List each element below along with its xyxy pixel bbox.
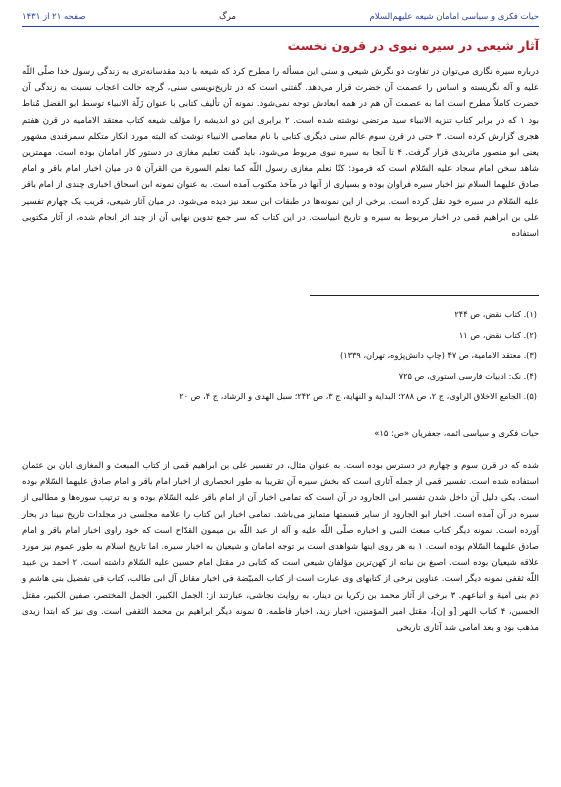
body-paragraph-2: شده که در قرن سوم و چهارم در دسترس بوده است. به عنوان مثال، در تفسیر علی بن ابراهیم قمی از کتاب المبعث و المغازی ابان بن عثمان استفاده شده است. تفسیر قمی از جمله آثاری است که بخش سیره آن تقریبا به طور انحصاری از اخبار امام باقر و امام صادق علیهما السّلام بوده است. یکی دلیل آن داخل شدن تفسیر ابی الجارود در آن است که تمامی اخبار آن از امام باقر علیه السّلام بوده و به ترتیب سوره‌ها و مطالبی از سیره در آن آمده است. اخبار ابو الجارود از سایر قسمتها متمایز می‌باشد. تمامی اخبار این کتاب را علامه مجلسی در مجلدات تاریخ نبینا در بحار آورده است. نمونه دیگر کتاب مبعث النبی و اخباره صلّی اللّه علیه و آله از عبد اللّه بن میمون القدّاح است که خود راوی اخبار امام باقر و امام صادق علیهما السّلام بوده است. ۱ به هر روی اینها شواهدی است بر توجه امامان و شیعیان به اخبار سیره. اما تاریخ اسلام به طور عموم نیز مورد علاقه شیعیان بوده است. اصبغ بن نباته از کهن‌ترین مؤلفان شیعی است که کتابی در مقتل امام حسین علیه السّلام داشته است. ۲ احمد بن عبید اللّه ثقفی نمونه دیگر است. عناوین برخی از کتابهای وی عبارت است از کتاب المبیّضة فی اخبار مقاتل آل ابی طالب، کتاب فی تفضیل بنی هاشم و ذم بنی امیة و اتباعهم. ۳ برخی از آثار محمد بن زکریا بن دینار، به روایت نجاشی، عبارتند از: الجمل الکبیر، الجمل المختصر، صفین الکبیر، مقتل الحسین، ۴ کتاب النهر [و إن]، مقتل امیر المؤمنین، اخبار زید، اخبار فاطمه. ۵ نمونه دیگر ابراهیم بن محمد الثقفی است. وی نیز که ابتدا زیدی مذهب بود و بعد امامی شد آثاری تاریخی bbox=[22, 461, 540, 634]
journal-title: حیات فکری و سیاسی امامان شیعه علیهم‌السلام bbox=[369, 12, 539, 22]
header-divider bbox=[22, 26, 539, 27]
source-page-marker: حیات فکری و سیاسی ائمه، جعفریان «ص: ۱۵» bbox=[374, 428, 539, 438]
footnote-3: (۳). معتقد الامامیة، ص ۴۷ (چاپ دانش‌پژوه، تهران، ۱۳۳۹) bbox=[340, 350, 537, 360]
page-info: صفحه ۲۱ از ۱۴۳۱ bbox=[22, 12, 86, 22]
footnote-1: (۱). کتاب نقض، ص ۲۴۴ bbox=[454, 309, 537, 319]
footnote-divider bbox=[310, 295, 539, 296]
body-paragraph-1: درباره سیره نگاری می‌توان در تفاوت دو نگرش شیعی و سنی این مسأله را مطرح کرد که شیعه با دید مقدسانه‌تری به زندگی رسول خدا صلّی اللّه علیه و آله نگریسته و اساس را عصمت آن حضرت قرار می‌دهد. گفتنی است که در تاریخ‌نویسی سنی، گرچه حالت اعجاب نسبت به زندگی آن حضرت کاملاً مطرح است اما به عصمت آن هم در همه ابعادش توجه نمی‌شود. نمونه آن تألیف کتابی با عنوان زَلّة الانبیاء توسط ابو الفضل مُناط بود ۱ که در برابر کتاب تنزیه الانبیاء سید مرتضی نوشته شده است. ۲ برابری این دو اندیشه را مؤلف شیعه کتاب معتقد الامامیه در قرن هفتم هجری گزارش کرده است. ۳ حتی در قرن سوم عالم سنی دیگری کتابی با نام معاصی الانبیاء نوشت که البته مورد انکار متکلم سمرقندی مشهور یعنی ابو منصور ماتریدی قرار گرفت. ۴ تا آنجا به سیره نبوی مربوط می‌شود، باید گفت تعلیم مغازی در دستور کار امامان بوده است. مهمترین شاهد سخن امام سجاد علیه السّلام است که فرمود: کنّا نعلم مغازی رسول اللّه کما نعلم السورة من القرآن ۵ در میان اخبار امام باقر و امام صادق علیهما السلام نیز اخبار سیره فراوان بوده و بسیاری از آنها در مآخذ مکتوب آمده است. به عنوان نمونه ابن اسحاق اخباری چندی از امام باقر علیه السّلام در سیره خود نقل کرده است. برخی از این نمونه‌ها در طبقات ابن سعد نیز دیده می‌شود. در میان آثار شیعی، قریب یک چهارم تفسیر علی بن ابراهیم قمی در اخبار مربوط به سیره و تاریخ انبیاست. در این کتاب که سر جمع تدوین نهایی آن از چند اثر انجام شده، از آثار مکتوبی استفاده bbox=[22, 67, 540, 240]
footnote-list bbox=[22, 304, 539, 407]
section-title: آثار شیعی در سیره نبوی در قرون نخست bbox=[287, 38, 539, 53]
footnote-4: (۴). نک: ادبیات فارسی استوری، ص ۷۲۵ bbox=[398, 370, 537, 381]
header-center-label: مرگ bbox=[219, 12, 236, 22]
footnote-5: (۵). الجامع الاخلاق الراوی، ج ۲، ص ۲۸۸؛ البدایة و النهایة، ج ۳، ص ۲۴۲؛ سبل الهدی و الرشاد، ج ۴، ص ۲۰ bbox=[179, 391, 537, 401]
footnote-2: (۲). کتاب نقض، ص ۱۱ bbox=[458, 329, 537, 340]
running-header bbox=[22, 9, 539, 25]
